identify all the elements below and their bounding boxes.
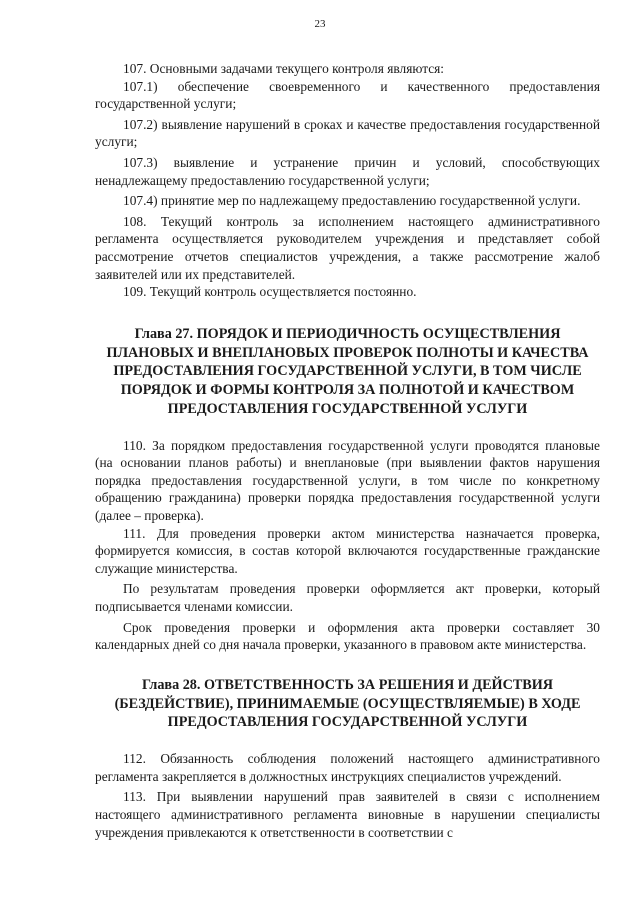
paragraph-111: 111. Для проведения проверки актом министерства назначается проверка, формируется комиссия, в состав которой включаются государственные гражданские служащие министерства. bbox=[95, 525, 600, 576]
chapter-27-title: Глава 27. ПОРЯДОК И ПЕРИОДИЧНОСТЬ ОСУЩЕСТВЛЕНИЯ ПЛАНОВЫХ И ВНЕПЛАНОВЫХ ПРОВЕРОК ПОЛНОТЫ И КАЧЕСТВА ПРЕДОСТАВЛЕНИЯ ГОСУДАРСТВЕННОЙ УСЛУГИ, В ТОМ ЧИСЛЕ ПОРЯДОК И ФОРМЫ КОНТРОЛЯ ЗА ПОЛНОТОЙ И КАЧЕСТВОМ ПРЕДОСТАВЛЕНИЯ ГОСУДАРСТВЕННОЙ УСЛУГИ bbox=[106, 325, 589, 417]
paragraph-111-term: Срок проведения проверки и оформления акта проверки составляет 30 календарных дней со дня начала проверки, указанного в правовом акте министерства. bbox=[95, 619, 600, 653]
section-current-control bbox=[95, 60, 600, 301]
paragraph-107-3: 107.3) выявление и устранение причин и условий, способствующих ненадлежащему предоставлению государственной услуги; bbox=[95, 154, 600, 188]
document-body bbox=[95, 60, 600, 841]
paragraph-109: 109. Текущий контроль осуществляется постоянно. bbox=[123, 284, 417, 300]
section-chapter-27 bbox=[95, 437, 600, 654]
paragraph-107-2: 107.2) выявление нарушений в сроках и качестве предоставления государственной услуги; bbox=[95, 116, 600, 150]
paragraph-108: 108. Текущий контроль за исполнением настоящего административного регламента осуществляется руководителем учреждения и представляет собой рассмотрение отчетов специалистов учреждения, а также рассмотрение жалоб заявителей или их представителей. bbox=[95, 213, 600, 282]
chapter-28-title: Глава 28. ОТВЕТСТВЕННОСТЬ ЗА РЕШЕНИЯ И ДЕЙСТВИЯ (БЕЗДЕЙСТВИЕ), ПРИНИМАЕМЫЕ (ОСУЩЕСТВЛЯЕМЫЕ) В ХОДЕ ПРЕДОСТАВЛЕНИЯ ГОСУДАРСТВЕННОЙ УСЛУГИ bbox=[114, 676, 581, 731]
paragraph-113: 113. При выявлении нарушений прав заявителей в связи с исполнением настоящего административного регламента виновные в нарушении специалисты учреждения привлекаются к ответственности в соответствии с bbox=[95, 789, 600, 840]
paragraph-107-1: 107.1) обеспечение своевременного и качественного предоставления государственной услуги; bbox=[95, 78, 600, 112]
paragraph-110: 110. За порядком предоставления государственной услуги проводятся плановые (на основании планов работы) и внеплановые (при выявлении фактов нарушения порядка предоставления государственной услуги, в том числе по конкретному обращению гражданина) проверки порядка предоставления государственной услуги (далее – проверка). bbox=[95, 437, 600, 524]
paragraph-107: 107. Основными задачами текущего контроля являются: bbox=[123, 61, 445, 76]
page-number: 23 bbox=[314, 18, 326, 30]
paragraph-112: 112. Обязанность соблюдения положений настоящего административного регламента закрепляется в должностных инструкциях специалистов учреждений. bbox=[95, 751, 600, 784]
section-chapter-28 bbox=[95, 750, 600, 841]
paragraph-111-results: По результатам проведения проверки оформляется акт проверки, который подписывается членами комиссии. bbox=[95, 581, 600, 615]
paragraph-107-4: 107.4) принятие мер по надлежащему предоставлению государственной услуги. bbox=[123, 193, 581, 209]
